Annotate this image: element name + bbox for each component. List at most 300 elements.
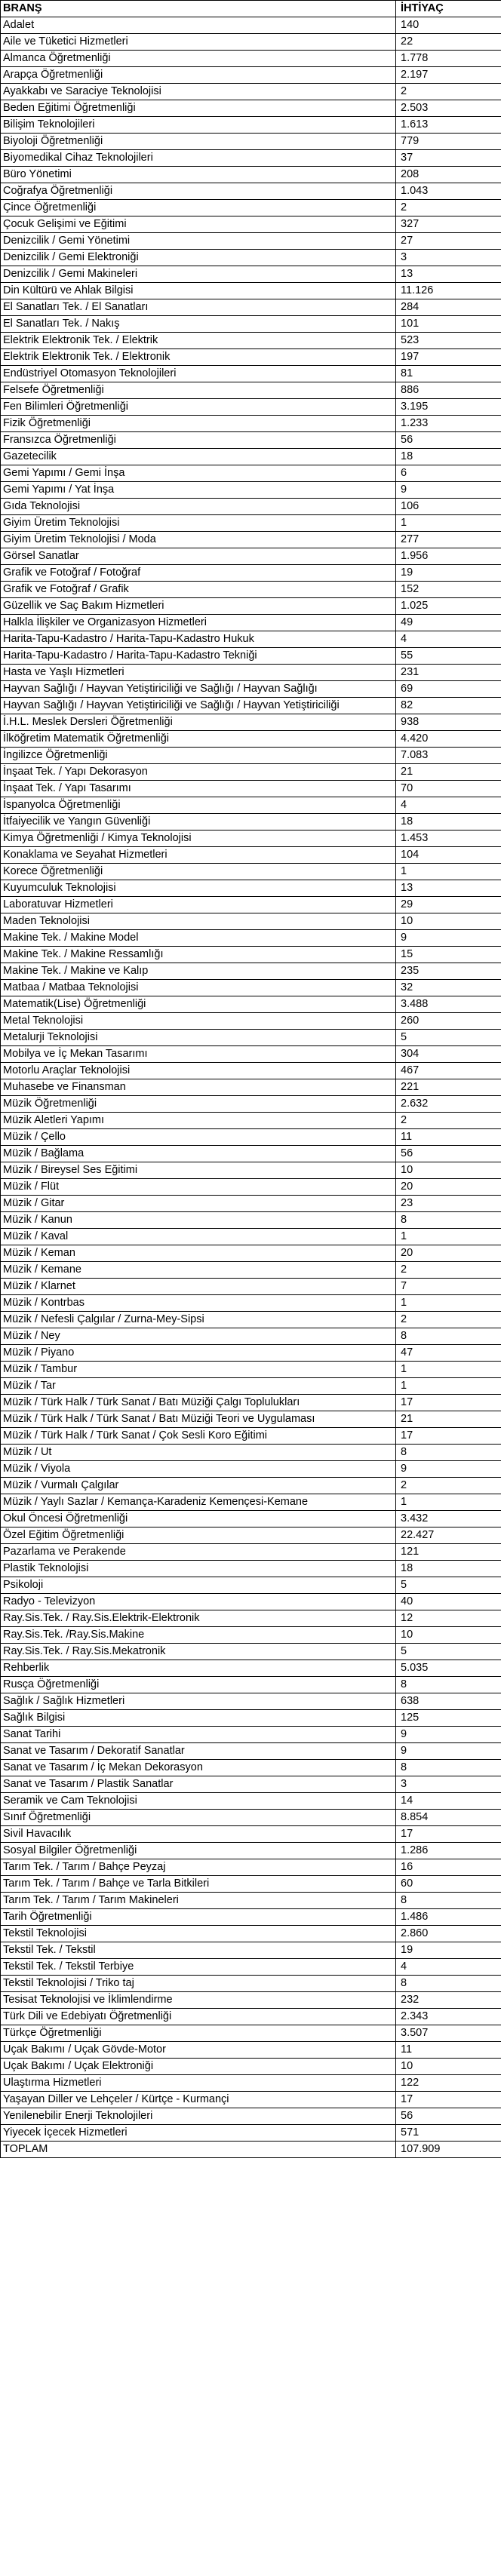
need-cell: 5 — [396, 1644, 501, 1660]
table-body — [1, 17, 501, 2142]
table-row — [1, 2108, 501, 2125]
need-cell: 10 — [396, 1627, 501, 1644]
branch-cell: Ray.Sis.Tek. / Ray.Sis.Mekatronik — [1, 1644, 396, 1660]
need-cell: 4 — [396, 797, 501, 814]
branch-cell: Ray.Sis.Tek. / Ray.Sis.Elektrik-Elektronik — [1, 1610, 396, 1627]
need-cell: 277 — [396, 532, 501, 548]
need-cell: 2.503 — [396, 100, 501, 117]
need-cell: 11 — [396, 1129, 501, 1146]
table-row — [1, 1162, 501, 1179]
branch-cell: Müzik / Kanun — [1, 1212, 396, 1229]
need-cell: 260 — [396, 1013, 501, 1030]
table-row — [1, 1345, 501, 1362]
branch-cell: Müzik / Tambur — [1, 1362, 396, 1378]
branch-cell: Sağlık Bilgisi — [1, 1710, 396, 1727]
branch-cell: Elektrik Elektronik Tek. / Elektrik — [1, 333, 396, 349]
need-cell: 3 — [396, 250, 501, 266]
branch-cell: Makine Tek. / Makine ve Kalıp — [1, 963, 396, 980]
branch-cell: Müzik Öğretmenliği — [1, 1096, 396, 1113]
need-cell: 1.286 — [396, 1843, 501, 1859]
branch-cell: Endüstriyel Otomasyon Teknolojileri — [1, 366, 396, 382]
need-cell: 56 — [396, 1146, 501, 1162]
table-row — [1, 781, 501, 797]
table-row — [1, 598, 501, 615]
need-cell: 122 — [396, 2075, 501, 2092]
need-cell: 9 — [396, 930, 501, 947]
branch-cell: İspanyolca Öğretmenliği — [1, 797, 396, 814]
need-cell: 2 — [396, 1262, 501, 1279]
branch-cell: Uçak Bakımı / Uçak Gövde-Motor — [1, 2042, 396, 2059]
branch-cell: Müzik / Tar — [1, 1378, 396, 1395]
table-row — [1, 51, 501, 67]
table-row — [1, 17, 501, 34]
need-cell: 17 — [396, 1428, 501, 1445]
table-row — [1, 1229, 501, 1245]
branch-cell: Büro Yönetimi — [1, 167, 396, 183]
need-cell: 1 — [396, 1362, 501, 1378]
branch-cell: Grafik ve Fotoğraf / Fotoğraf — [1, 565, 396, 582]
need-cell: 49 — [396, 615, 501, 631]
table-row — [1, 1826, 501, 1843]
branch-cell: Plastik Teknolojisi — [1, 1561, 396, 1577]
table-row — [1, 814, 501, 831]
need-cell: 22.427 — [396, 1527, 501, 1544]
table-row — [1, 1760, 501, 1776]
need-cell: 125 — [396, 1710, 501, 1727]
need-cell: 17 — [396, 1826, 501, 1843]
table-row — [1, 1378, 501, 1395]
need-cell: 197 — [396, 349, 501, 366]
table-row — [1, 100, 501, 117]
branch-cell: Laboratuvar Hizmetleri — [1, 897, 396, 913]
branch-cell: Gemi Yapımı / Gemi İnşa — [1, 465, 396, 482]
table-row — [1, 897, 501, 913]
need-cell: 8 — [396, 1328, 501, 1345]
table-row — [1, 880, 501, 897]
table-row — [1, 299, 501, 316]
need-cell: 1.043 — [396, 183, 501, 200]
table-row — [1, 930, 501, 947]
table-row — [1, 200, 501, 216]
table-row — [1, 1859, 501, 1876]
need-cell: 231 — [396, 665, 501, 681]
need-cell: 8 — [396, 1212, 501, 1229]
branch-cell: Beden Eğitimi Öğretmenliği — [1, 100, 396, 117]
need-cell: 20 — [396, 1245, 501, 1262]
table-row — [1, 764, 501, 781]
branch-cell: Tekstil Teknolojisi / Triko taj — [1, 1976, 396, 1992]
need-cell: 37 — [396, 150, 501, 167]
need-cell: 467 — [396, 1063, 501, 1079]
table-row — [1, 1245, 501, 1262]
branch-cell: Müzik / Keman — [1, 1245, 396, 1262]
table-row — [1, 382, 501, 399]
need-cell: 2 — [396, 1113, 501, 1129]
table-row — [1, 1876, 501, 1893]
branch-cell: Müzik / Nefesli Çalgılar / Zurna-Mey-Sipsi — [1, 1312, 396, 1328]
table-row — [1, 1577, 501, 1594]
need-cell: 3.488 — [396, 996, 501, 1013]
need-cell: 1 — [396, 864, 501, 880]
branch-cell: Hayvan Sağlığı / Hayvan Yetiştiriciliği ve Sağlığı / Hayvan Sağlığı — [1, 681, 396, 698]
branch-cell: Tarih Öğretmenliği — [1, 1909, 396, 1926]
table-row — [1, 1328, 501, 1345]
table-row — [1, 1793, 501, 1810]
need-cell: 8 — [396, 1677, 501, 1693]
table-row — [1, 449, 501, 465]
table-row — [1, 1096, 501, 1113]
table-row — [1, 980, 501, 996]
need-cell: 221 — [396, 1079, 501, 1096]
branch-cell: Türk Dili ve Edebiyatı Öğretmenliği — [1, 2009, 396, 2025]
need-cell: 140 — [396, 17, 501, 34]
branch-cell: Fen Bilimleri Öğretmenliği — [1, 399, 396, 416]
need-cell: 104 — [396, 847, 501, 864]
header-branch: BRANŞ — [1, 1, 396, 17]
branch-cell: Yenilenebilir Enerji Teknolojileri — [1, 2108, 396, 2125]
table-row — [1, 1079, 501, 1096]
need-cell: 1.233 — [396, 416, 501, 432]
table-row — [1, 216, 501, 233]
need-cell: 20 — [396, 1179, 501, 1196]
branch-cell: Sınıf Öğretmenliği — [1, 1810, 396, 1826]
need-cell: 5 — [396, 1030, 501, 1046]
table-row — [1, 1511, 501, 1527]
branch-cell: Mobilya ve İç Mekan Tasarımı — [1, 1046, 396, 1063]
need-cell: 1 — [396, 1295, 501, 1312]
table-row — [1, 1776, 501, 1793]
branch-cell: Tekstil Teknolojisi — [1, 1926, 396, 1942]
branch-cell: İngilizce Öğretmenliği — [1, 748, 396, 764]
need-cell: 1 — [396, 1378, 501, 1395]
branch-cell: İtfaiyecilik ve Yangın Güvenliği — [1, 814, 396, 831]
header-need: İHTİYAÇ — [396, 1, 501, 17]
branch-cell: İlköğretim Matematik Öğretmenliği — [1, 731, 396, 748]
table-row — [1, 1179, 501, 1196]
branch-cell: Fizik Öğretmenliği — [1, 416, 396, 432]
table-row — [1, 1959, 501, 1976]
branch-cell: Maden Teknolojisi — [1, 913, 396, 930]
need-cell: 17 — [396, 1395, 501, 1411]
need-cell: 235 — [396, 963, 501, 980]
branch-cell: Tarım Tek. / Tarım / Bahçe Peyzaj — [1, 1859, 396, 1876]
table-row — [1, 515, 501, 532]
table-row — [1, 266, 501, 283]
table-row — [1, 1909, 501, 1926]
table-row — [1, 2042, 501, 2059]
branch-cell: Müzik / Piyano — [1, 1345, 396, 1362]
need-cell: 2.632 — [396, 1096, 501, 1113]
table-row — [1, 1976, 501, 1992]
need-cell: 1.025 — [396, 598, 501, 615]
branch-cell: Müzik / Viyola — [1, 1461, 396, 1478]
need-cell: 19 — [396, 1942, 501, 1959]
table-row — [1, 681, 501, 698]
need-cell: 2 — [396, 1478, 501, 1494]
need-cell: 9 — [396, 1727, 501, 1743]
branch-cell: Adalet — [1, 17, 396, 34]
need-cell: 15 — [396, 947, 501, 963]
table-row — [1, 963, 501, 980]
need-cell: 13 — [396, 880, 501, 897]
need-cell: 81 — [396, 366, 501, 382]
branch-cell: Ayakkabı ve Saraciye Teknolojisi — [1, 84, 396, 100]
branch-cell: Sağlık / Sağlık Hizmetleri — [1, 1693, 396, 1710]
table-row — [1, 548, 501, 565]
need-cell: 4 — [396, 631, 501, 648]
branch-cell: Uçak Bakımı / Uçak Elektroniği — [1, 2059, 396, 2075]
branch-cell: Güzellik ve Saç Bakım Hizmetleri — [1, 598, 396, 615]
branch-cell: Ray.Sis.Tek. /Ray.Sis.Makine — [1, 1627, 396, 1644]
table-row — [1, 996, 501, 1013]
table-row — [1, 499, 501, 515]
table-row — [1, 1660, 501, 1677]
need-cell: 23 — [396, 1196, 501, 1212]
table-row — [1, 1312, 501, 1328]
branch-cell: İnşaat Tek. / Yapı Tasarımı — [1, 781, 396, 797]
branch-cell: Bilişim Teknolojileri — [1, 117, 396, 134]
branch-cell: Müzik / Kontrbas — [1, 1295, 396, 1312]
table-row — [1, 67, 501, 84]
table-row — [1, 913, 501, 930]
table-row — [1, 1926, 501, 1942]
branch-cell: Müzik / Çello — [1, 1129, 396, 1146]
need-cell: 101 — [396, 316, 501, 333]
table-row — [1, 698, 501, 714]
need-cell: 11.126 — [396, 283, 501, 299]
table-row — [1, 1461, 501, 1478]
table-row — [1, 1644, 501, 1660]
branch-cell: Müzik / Türk Halk / Türk Sanat / Batı Müziği Teori ve Uygulaması — [1, 1411, 396, 1428]
branch-cell: Gazetecilik — [1, 449, 396, 465]
need-cell: 11 — [396, 2042, 501, 2059]
table-row — [1, 1445, 501, 1461]
need-cell: 5.035 — [396, 1660, 501, 1677]
branch-cell: Matbaa / Matbaa Teknolojisi — [1, 980, 396, 996]
table-row — [1, 482, 501, 499]
branch-cell: Arapça Öğretmenliği — [1, 67, 396, 84]
branch-cell: Müzik / Kemane — [1, 1262, 396, 1279]
branch-cell: Elektrik Elektronik Tek. / Elektronik — [1, 349, 396, 366]
branch-cell: Makine Tek. / Makine Ressamlığı — [1, 947, 396, 963]
table-row — [1, 1030, 501, 1046]
table-row — [1, 665, 501, 681]
branch-cell: Müzik / Bağlama — [1, 1146, 396, 1162]
table-row — [1, 1527, 501, 1544]
need-cell: 8 — [396, 1760, 501, 1776]
branch-cell: Sanat ve Tasarım / İç Mekan Dekorasyon — [1, 1760, 396, 1776]
table-row — [1, 1743, 501, 1760]
branch-cell: Müzik / Ut — [1, 1445, 396, 1461]
need-cell: 886 — [396, 382, 501, 399]
branch-cell: Tekstil Tek. / Tekstil Terbiye — [1, 1959, 396, 1976]
need-cell: 14 — [396, 1793, 501, 1810]
table-row — [1, 134, 501, 150]
table-row — [1, 333, 501, 349]
need-cell: 1.956 — [396, 548, 501, 565]
table-row — [1, 1428, 501, 1445]
need-cell: 327 — [396, 216, 501, 233]
need-cell: 8 — [396, 1893, 501, 1909]
table-row — [1, 34, 501, 51]
table-row — [1, 233, 501, 250]
branch-cell: Okul Öncesi Öğretmenliği — [1, 1511, 396, 1527]
table-row — [1, 1362, 501, 1378]
need-cell: 1 — [396, 1494, 501, 1511]
table-row — [1, 432, 501, 449]
branch-cell: Ulaştırma Hizmetleri — [1, 2075, 396, 2092]
need-cell: 7.083 — [396, 748, 501, 764]
branch-cell: Giyim Üretim Teknolojisi / Moda — [1, 532, 396, 548]
need-cell: 1.453 — [396, 831, 501, 847]
need-cell: 10 — [396, 913, 501, 930]
table-row — [1, 1810, 501, 1826]
branch-cell: Müzik / Ney — [1, 1328, 396, 1345]
need-cell: 9 — [396, 1743, 501, 1760]
branch-cell: Tekstil Tek. / Tekstil — [1, 1942, 396, 1959]
table-row — [1, 1046, 501, 1063]
branch-cell: Müzik / Flüt — [1, 1179, 396, 1196]
branch-cell: Tesisat Teknolojisi ve İklimlendirme — [1, 1992, 396, 2009]
table-row — [1, 150, 501, 167]
need-cell: 56 — [396, 432, 501, 449]
table-row — [1, 416, 501, 432]
need-cell: 2 — [396, 84, 501, 100]
table-row — [1, 1146, 501, 1162]
branch-cell: El Sanatları Tek. / El Sanatları — [1, 299, 396, 316]
table-row — [1, 714, 501, 731]
table-row — [1, 1710, 501, 1727]
need-cell: 22 — [396, 34, 501, 51]
need-cell: 4.420 — [396, 731, 501, 748]
need-cell: 208 — [396, 167, 501, 183]
need-cell: 7 — [396, 1279, 501, 1295]
table-row — [1, 631, 501, 648]
need-cell: 8 — [396, 1976, 501, 1992]
need-cell: 18 — [396, 1561, 501, 1577]
branch-cell: Fransızca Öğretmenliği — [1, 432, 396, 449]
branch-cell: Sanat ve Tasarım / Plastik Sanatlar — [1, 1776, 396, 1793]
table-row — [1, 847, 501, 864]
need-cell: 1 — [396, 515, 501, 532]
need-cell: 121 — [396, 1544, 501, 1561]
need-cell: 1.486 — [396, 1909, 501, 1926]
branch-cell: Makine Tek. / Makine Model — [1, 930, 396, 947]
need-cell: 40 — [396, 1594, 501, 1610]
table-row — [1, 947, 501, 963]
need-cell: 69 — [396, 681, 501, 698]
table-row — [1, 1129, 501, 1146]
branch-cell: İnşaat Tek. / Yapı Dekorasyon — [1, 764, 396, 781]
need-cell: 2 — [396, 1312, 501, 1328]
table-row — [1, 1063, 501, 1079]
table-row — [1, 731, 501, 748]
header-row — [1, 1, 501, 17]
need-cell: 10 — [396, 1162, 501, 1179]
table-row — [1, 1478, 501, 1494]
need-cell: 3.195 — [396, 399, 501, 416]
need-cell: 27 — [396, 233, 501, 250]
table-row — [1, 1411, 501, 1428]
table-row — [1, 2009, 501, 2025]
need-cell: 56 — [396, 2108, 501, 2125]
need-cell: 55 — [396, 648, 501, 665]
need-cell: 18 — [396, 449, 501, 465]
need-cell: 9 — [396, 482, 501, 499]
need-cell: 10 — [396, 2059, 501, 2075]
branch-cell: Harita-Tapu-Kadastro / Harita-Tapu-Kadastro Tekniği — [1, 648, 396, 665]
branch-cell: Müzik / Gitar — [1, 1196, 396, 1212]
table-row — [1, 1843, 501, 1859]
need-cell: 6 — [396, 465, 501, 482]
table-row — [1, 1262, 501, 1279]
need-cell: 32 — [396, 980, 501, 996]
branch-cell: Müzik / Yaylı Sazlar / Kemança-Karadeniz Kemençesi-Kemane — [1, 1494, 396, 1511]
branch-cell: Felsefe Öğretmenliği — [1, 382, 396, 399]
branch-cell: Biyoloji Öğretmenliği — [1, 134, 396, 150]
branch-cell: Pazarlama ve Perakende — [1, 1544, 396, 1561]
need-cell: 18 — [396, 814, 501, 831]
branch-cell: Müzik / Türk Halk / Türk Sanat / Çok Sesli Koro Eğitimi — [1, 1428, 396, 1445]
branch-cell: Halkla İlişkiler ve Organizasyon Hizmetleri — [1, 615, 396, 631]
need-cell: 8.854 — [396, 1810, 501, 1826]
need-cell: 3 — [396, 1776, 501, 1793]
branch-cell: Hasta ve Yaşlı Hizmetleri — [1, 665, 396, 681]
table-row — [1, 349, 501, 366]
branch-cell: Sosyal Bilgiler Öğretmenliği — [1, 1843, 396, 1859]
need-cell: 938 — [396, 714, 501, 731]
branch-cell: Rehberlik — [1, 1660, 396, 1677]
branch-cell: Almanca Öğretmenliği — [1, 51, 396, 67]
table-row — [1, 1942, 501, 1959]
table-row — [1, 1395, 501, 1411]
need-cell: 4 — [396, 1959, 501, 1976]
table-row — [1, 250, 501, 266]
branch-cell: Coğrafya Öğretmenliği — [1, 183, 396, 200]
branch-cell: Tarım Tek. / Tarım / Tarım Makineleri — [1, 1893, 396, 1909]
need-cell: 284 — [396, 299, 501, 316]
need-cell: 571 — [396, 2125, 501, 2142]
need-cell: 232 — [396, 1992, 501, 2009]
branch-cell: Din Kültürü ve Ahlak Bilgisi — [1, 283, 396, 299]
table-row — [1, 1295, 501, 1312]
branch-cell: Metal Teknolojisi — [1, 1013, 396, 1030]
table-row — [1, 2059, 501, 2075]
need-cell: 60 — [396, 1876, 501, 1893]
table-row — [1, 748, 501, 764]
table-row — [1, 565, 501, 582]
table-row — [1, 465, 501, 482]
table-row — [1, 582, 501, 598]
need-cell: 106 — [396, 499, 501, 515]
need-cell: 1.613 — [396, 117, 501, 134]
branch-cell: El Sanatları Tek. / Nakış — [1, 316, 396, 333]
table-row — [1, 117, 501, 134]
need-cell: 17 — [396, 2092, 501, 2108]
table-row — [1, 2125, 501, 2142]
table-row — [1, 84, 501, 100]
table-row — [1, 1893, 501, 1909]
table-row — [1, 1992, 501, 2009]
branch-cell: Çince Öğretmenliği — [1, 200, 396, 216]
table-row — [1, 1113, 501, 1129]
table-row — [1, 167, 501, 183]
table-row — [1, 532, 501, 548]
table-row — [1, 399, 501, 416]
need-cell: 19 — [396, 565, 501, 582]
need-cell: 8 — [396, 1445, 501, 1461]
branch-cell: Muhasebe ve Finansman — [1, 1079, 396, 1096]
